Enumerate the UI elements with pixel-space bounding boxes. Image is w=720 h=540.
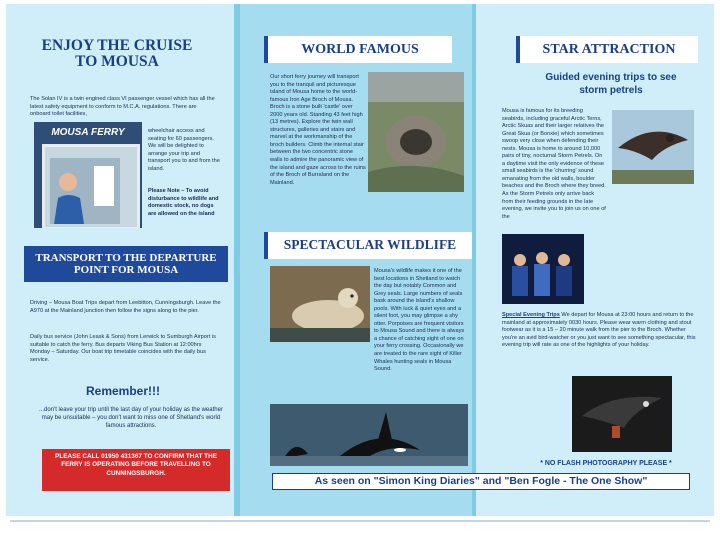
ferry-photo xyxy=(34,122,142,228)
petrel-text-top xyxy=(502,108,606,221)
no-flash-note: * NO FLASH PHOTOGRAPHY PLEASE * xyxy=(540,460,672,467)
world-famous-text: Our short ferry journey will transport you to the tranquil and picturesque island of Mousa home to the world-famous Iron Age Broch of Mousa. Broch is a stone built 'castle' over 2000 years old. Standing 43 feet high (13 metres). Explore the twin wall structures, galleries and stairs and marvel at the workmanship of the broch builders. Climb the internal stair between the two concentric stone walls to admire the panoramic view of the island and gaze across to the ruins of the Broch of Burraland on the Mainland. xyxy=(270,74,366,186)
ferry-details: wheelchair access and seating for 60 passengers. We will be delighted to arrange your trip and transport you to and from the island. xyxy=(148,128,220,172)
visitors-illustration xyxy=(502,234,584,304)
broch-photo xyxy=(368,72,464,192)
world-famous-title: WORLD FAMOUS xyxy=(264,36,452,63)
wildlife-text: Mousa's wildlife makes it one of the best locations in Shetland to watch the day but notably Common and Grey seals. Large numbers of seals bask around the island's shallow pools. With luck & quiet eyes and a silent foot, you may glimpse a shy otter. Porpoises are frequent visitors to Mousa Sound and there is always a chance of catching sight of one on your ferry crossing. Occasionally we are treated to the rare sight of Killer Whales hunting seals in Mousa Sound. xyxy=(374,268,465,373)
petrel-text: Mousa is famous for its breeding seabirds, including graceful Arctic Terns, Arctic Skuas and their larger relatives the Great Skua (or Bonxie) which sometimes swoop very close when defending their nests. Mousa is home to around 10,000 pairs of tiny, nocturnal Storm Petrels. On a daytime visit the only evidence of these small seabirds is the 'churring' sound emanating from the old walls, boulder beaches and the Broch where they breed. As the Storm Petrels only arrive back from their feeding grounds in the late evening, we invite you to join us on one of the xyxy=(502,108,606,220)
broch-illustration xyxy=(368,72,464,192)
star-subtitle: Guided evening trips to see storm petrels xyxy=(545,72,677,96)
transport-title: TRANSPORT TO THE DEPARTURE POINT FOR MOUSA xyxy=(24,246,228,282)
star-attraction-title: STAR ATTRACTION xyxy=(516,36,698,63)
petrel-text-2: We depart for Mousa at 23:00 hours and return to the mainland at approximately 0030 hours. Please wear warm clothing and stout footwear as it is a 15 – 20 minute walk from the pier to the Broch. Whether you're an avid bird-watcher or you just want to see something spectacular, this evening trip will rate as one of the highlights of your holiday. xyxy=(502,312,696,349)
petrel-illustration xyxy=(572,376,672,452)
wildlife-title: SPECTACULAR WILDLIFE xyxy=(264,232,472,259)
footer-rule xyxy=(10,520,710,522)
skua-illustration xyxy=(612,110,694,184)
call-to-confirm: PLEASE CALL 01950 431367 TO CONFIRM THAT THE FERRY IS OPERATING BEFORE TRAVELLING TO CUNNINGSBURGH. xyxy=(42,449,230,491)
orca-illustration xyxy=(270,404,468,466)
seal-photo xyxy=(270,266,370,342)
petrel-text-bottom xyxy=(502,312,696,350)
visitors-photo xyxy=(502,234,584,304)
seal-illustration xyxy=(270,266,370,342)
skipper-figure xyxy=(50,158,120,224)
cruise-title: ENJOY THE CRUISE TO MOUSA xyxy=(41,37,193,71)
panel-middle xyxy=(240,4,472,516)
petrel-photo xyxy=(572,376,672,452)
panel-left xyxy=(6,4,234,516)
as-seen-on-banner: As seen on "Simon King Diaries" and "Ben Fogle - The One Show" xyxy=(272,473,690,490)
special-evening-trips-link[interactable]: Special Evening Trips xyxy=(502,312,560,318)
ferry-sign: MOUSA FERRY xyxy=(51,127,125,138)
driving-directions: Driving – Mousa Boat Trips depart from Leebitton, Cunningsburgh. Leave the A970 at the Mainland junction then follow the signs along to the pier. xyxy=(30,300,221,314)
remember-text: ...don't leave your trip until the last day of your holiday as the weather may be unsuitable – you don't want to miss one of Shetland's world famous attractions. xyxy=(39,407,223,430)
brochure-sheet xyxy=(6,4,714,516)
orca-photo xyxy=(270,404,468,466)
cruise-intro: The Solan IV is a twin engined class VI passenger vessel which has all the latest safety equipment to conform to M.C.A. regulations. There are onboard toilet facilities, xyxy=(30,96,215,118)
panel-right xyxy=(476,4,714,516)
please-note: Please Note – To avoid disturbance to wildlife and domestic stock, no dogs are allowed on the island xyxy=(148,188,219,217)
skua-photo xyxy=(612,110,694,184)
bus-service: Daily bus service (John Leask & Sons) from Lerwick to Sumburgh Airport is suitable to catch the ferry. Bus departs Viking Bus Station at 12:00hrs Monday – Saturday. Our boat trip timetable coincides with the daily bus service. xyxy=(30,334,216,363)
remember-title: Remember!!! xyxy=(86,384,161,398)
